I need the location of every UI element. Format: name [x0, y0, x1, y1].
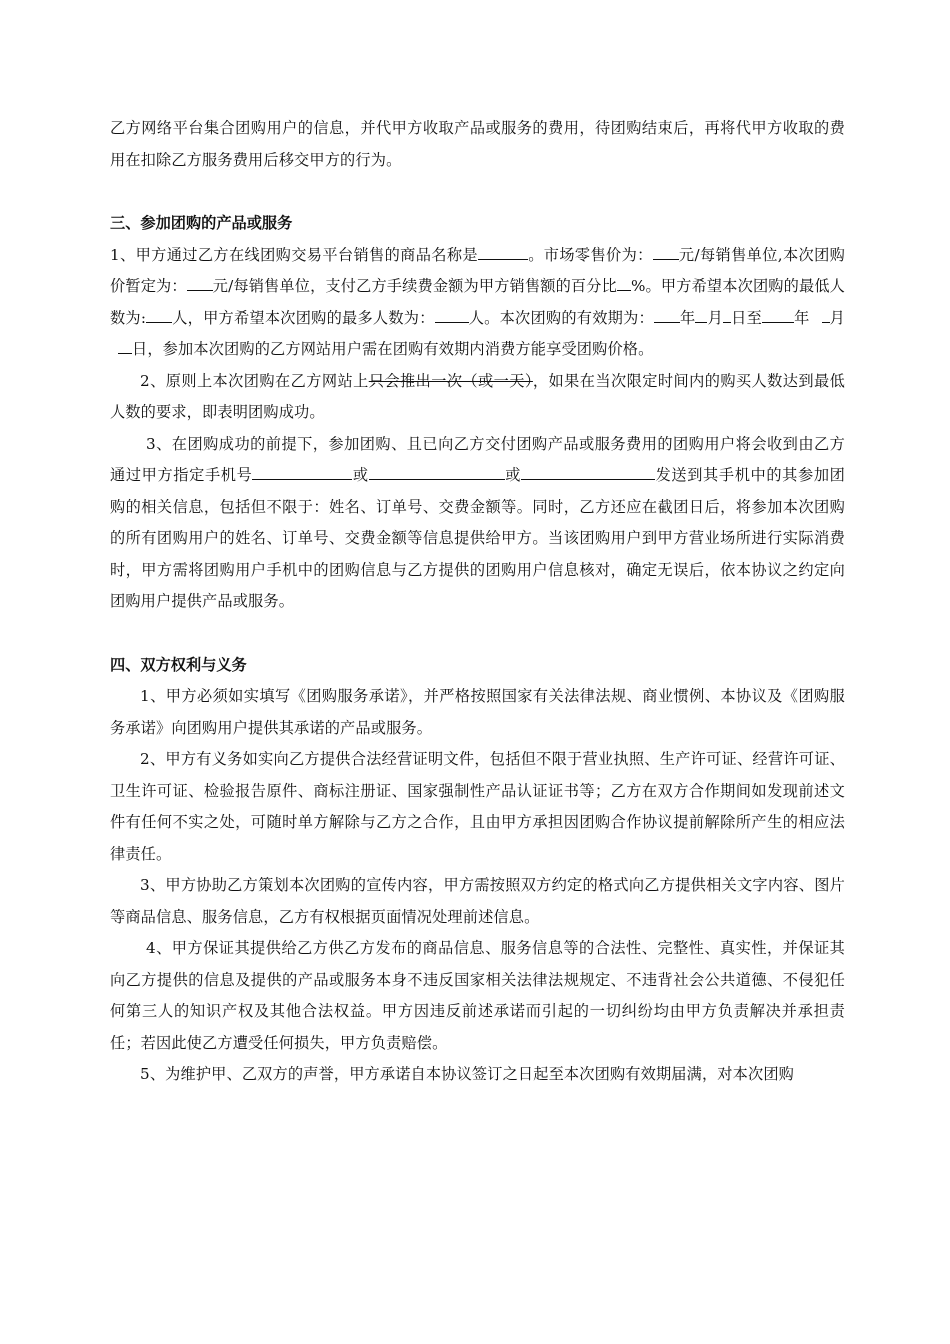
section-4-heading: 四、双方权利与义务	[110, 655, 247, 674]
struck-text: 只会推出一次（或一天）	[368, 371, 533, 390]
phone-blank-2	[369, 464, 505, 480]
end-month-blank	[822, 307, 830, 323]
section-4-item-2: 2、甲方有义务如实向乙方提供合法经营证明文件，包括但不限于营业执照、生产许可证、经营许可证、卫生许可证、检验报告原件、商标注册证、国家强制性产品认证证书等；乙方在双方合作期间如发现前述文件有任何不实之处，可随时单方解除与乙方之合作，且由甲方承担因团购合作协议提前解除所产生的相应法律责任。	[110, 750, 845, 863]
start-year-blank	[654, 307, 680, 323]
section-3-heading: 三、参加团购的产品或服务	[110, 214, 293, 232]
section-3-item-1: 1、甲方通过乙方在线团购交易平台销售的商品名称是 。市场零售价为： 元/每销售单位,本次团购价暂定为： 元/每销售单位，支付乙方手续费金额为甲方销售额的百分比 %。甲方希望本次团购的最低人数为: 人，甲方希望本次团购的最多人数为： 人。本次团购的有效期为： 年 月 日至 年 月日，参加本次团购的乙方网站用户需在团购有效期内消费方能享受团购价格。	[110, 245, 846, 358]
section-4-item-1: 1、甲方必须如实填写《团购服务承诺》，并严格按照国家有关法律法规、商业惯例、本协议及《团购服务承诺》向团购用户提供其承诺的产品或服务。	[110, 687, 845, 737]
phone-blank-1	[252, 464, 352, 480]
section-4-item-4: 4、甲方保证其提供给乙方供乙方发布的商品信息、服务信息等的合法性、完整性、真实性，并保证其向乙方提供的信息及提供的产品或服务本身不违反国家相关法律法规规定、不违背社会公共道德、不侵犯任何第三人的知识产权及其他合法权益。甲方因违反前述承诺而引起的一切纠纷均由甲方负责解决并承担责任；若因此使乙方遭受任何损失，甲方负责赔偿。	[110, 939, 845, 1052]
section-4-item-5: 5、为维护甲、乙双方的声誉，甲方承诺自本协议签订之日起至本次团购有效期届满，对本次团购	[140, 1065, 794, 1083]
section-3-item-3: 3、在团购成功的前提下，参加团购、且已向乙方交付团购产品或服务费用的团购用户将会收到由乙方通过甲方指定手机号 或 或 发送到其手机中的其参加团购的相关信息，包括但不限于：姓名、订单号、交费金额等。同时，乙方还应在截团日后，将参加本次团购的所有团购用户的姓名、订单号、交费金额等信息提供给甲方。当该团购用户到甲方营业场所进行实际消费时，甲方需将团购用户手机中的团购信息与乙方提供的团购用户信息核对，确定无误后，依本协议之约定向团购用户提供产品或服务。	[110, 434, 846, 610]
group-price-blank	[187, 275, 213, 291]
end-year-blank	[762, 307, 794, 323]
fee-percent-blank	[617, 275, 631, 291]
max-people-blank	[435, 307, 469, 323]
product-name-blank	[478, 244, 528, 260]
start-day-blank	[723, 307, 731, 323]
intro-paragraph: 乙方网络平台集合团购用户的信息，并代甲方收取产品或服务的费用，待团购结束后，再将代甲方收取的费用在扣除乙方服务费用后移交甲方的行为。	[110, 119, 845, 169]
end-day-blank	[118, 338, 132, 354]
section-4-item-3: 3、甲方协助乙方策划本次团购的宣传内容，甲方需按照双方约定的格式向乙方提供相关文字内容、图片等商品信息、服务信息，乙方有权根据页面情况处理前述信息。	[110, 876, 845, 926]
min-people-blank	[146, 307, 172, 323]
document-body	[110, 113, 845, 1091]
section-3-item-2: 2、原则上本次团购在乙方网站上只会推出一次（或一天），如果在当次限定时间内的购买人数达到最低人数的要求，即表明团购成功。	[110, 371, 845, 421]
start-month-blank	[695, 307, 707, 323]
retail-price-blank	[653, 244, 679, 260]
phone-blank-3	[521, 464, 655, 480]
